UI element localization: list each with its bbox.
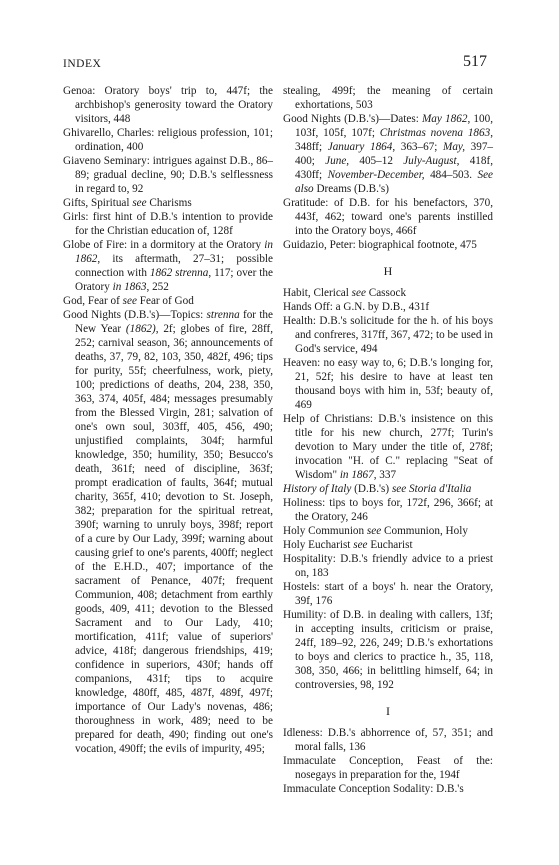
index-entry: Genoa: Oratory boys' trip to, 447f; the archbishop's generosity toward the Oratory visitors, 448 xyxy=(63,85,273,125)
index-entry: Heaven: no easy way to, 6; D.B.'s longing for, 21, 52f; his desire to have at least ten thousand boys with him in, 53f; beauty of, 469 xyxy=(283,357,493,411)
index-entry: Giaveno Seminary: intrigues against D.B., 86–89; gradual decline, 90; D.B.'s selflessness in regard to, 92 xyxy=(63,155,273,195)
index-entry: stealing, 499f; the meaning of certain exhortations, 503 xyxy=(283,85,493,111)
index-entry: Ghivarello, Charles: religious profession, 101; ordination, 400 xyxy=(63,127,273,153)
index-entry: Health: D.B.'s solicitude for the h. of his boys and confreres, 317ff, 367, 472; to be used in God's service, 494 xyxy=(283,315,493,355)
index-entry: Hands Off: a G.N. by D.B., 431f xyxy=(283,301,430,313)
index-entry: Globe of Fire: in a dormitory at the Oratory in 1862, its aftermath, 27–31; possible connection with 1862 strenna, 117; over the Oratory in 1863, 252 xyxy=(63,239,273,293)
index-entry: Good Nights (D.B.'s)—Topics: strenna for the New Year (1862), 2f; globes of fire, 28ff, 252; carnival season, 36; announcements of deaths, 37, 79, 82, 103, 350, 482f, 496; tips for purity, 55f; cheerfulness, work, piety, 100; predictions of deaths, 204, 238, 350, 363, 374, 405f, 484; messages presumably from the Blessed Virgin, 281; salvation of one's own soul, 303ff, 405, 456, 490; unjustified complaints, 304f; harmful knowledge, 350; humility, 350; Besucco's death, 361f; need of discipline, 363f; prompt eradication of faults, 364f; mutual charity, 365f, 410; devotion to St. Joseph, 382; preparation for the spiritual retreat, 390f; warning to unruly boys, 398f; report of a cure by Our Lady, 399f; warning about causing grief to one's parents, 400ff; neglect of the E.H.D., 407; importance of the sacrament of Penance, 407f; frequent Communion, 408; detachment from earthly goods, 409, 411; devotion to the Blessed Sacrament and to Our Lady, 410; mortification, 411f; value of superiors' advice, 418f; dangerous friendships, 419; confidence in superiors, 430f; hands off companions, 431f; tips to acquire knowledge, 480ff, 485, 487f, 489f, 497f; importance of Our Lady's novenas, 486; thoroughness in work, 489; need to be prepared for death, 490; finding out one's vocation, 490ff; the evils of impurity, 495; xyxy=(63,309,273,755)
index-entry: Habit, Clerical see Cassock xyxy=(283,287,407,299)
index-entry: Help of Christians: D.B.'s insistence on this title for his new church, 277f; Turin's devotion to Mary under the title of, 278f; invocation "H. of C." replacing "Seat of Wisdom" in 1867, 337 xyxy=(283,413,493,481)
index-entry: Holy Communion see Communion, Holy xyxy=(283,525,468,537)
running-header-label: INDEX xyxy=(63,58,102,70)
index-entry: Gratitude: of D.B. for his benefactors, 370, 443f, 462; toward one's parents instilled into the Oratory boys, 466f xyxy=(283,197,493,237)
index-entry: Guidazio, Peter: biographical footnote, 475 xyxy=(283,239,477,251)
section-letter: H xyxy=(383,264,393,278)
index-entry: God, Fear of see Fear of God xyxy=(63,295,194,307)
page-number: 517 xyxy=(463,53,487,70)
index-entry: Gifts, Spiritual see Charisms xyxy=(63,197,192,209)
index-entry: Holy Eucharist see Eucharist xyxy=(283,539,413,551)
index-column-left xyxy=(63,84,273,756)
index-entry: Immaculate Conception Sodality: D.B.'s xyxy=(283,783,464,795)
index-column-right xyxy=(283,84,493,796)
index-entry: Girls: first hint of D.B.'s intention to provide for the Christian education of, 128f xyxy=(63,211,273,237)
index-entry: Idleness: D.B.'s abhorrence of, 57, 351; and moral falls, 136 xyxy=(283,727,493,753)
section-letter: I xyxy=(386,704,390,718)
index-entry: Hostels: start of a boys' h. near the Oratory, 39f, 176 xyxy=(283,581,493,607)
index-entry: Good Nights (D.B.'s)—Dates: May 1862, 100, 103f, 105f, 107f; Christmas novena 1863, 348ff; January 1864, 363–67; May, 397–400; June, 405–12 July-August, 418f, 430ff; November-December, 484–503. See also Dreams (D.B.'s) xyxy=(283,113,494,195)
index-entry: Immaculate Conception, Feast of the: nosegays in preparation for the, 194f xyxy=(283,755,493,781)
index-entry: History of Italy (D.B.'s) see Storia d'Italia xyxy=(283,483,472,495)
index-entry: Holiness: tips to boys for, 172f, 296, 366f; at the Oratory, 246 xyxy=(283,497,493,523)
index-entry: Humility: of D.B. in dealing with callers, 13f; in accepting insults, criticism or praise, 24ff, 189–92, 226, 249; D.B.'s exhortations to boys and clerics to practice h., 35, 118, 308, 350, 466; in belittling himself, 64; in controversies, 98, 192 xyxy=(283,609,493,691)
index-entry: Hospitality: D.B.'s friendly advice to a priest on, 183 xyxy=(283,553,493,579)
